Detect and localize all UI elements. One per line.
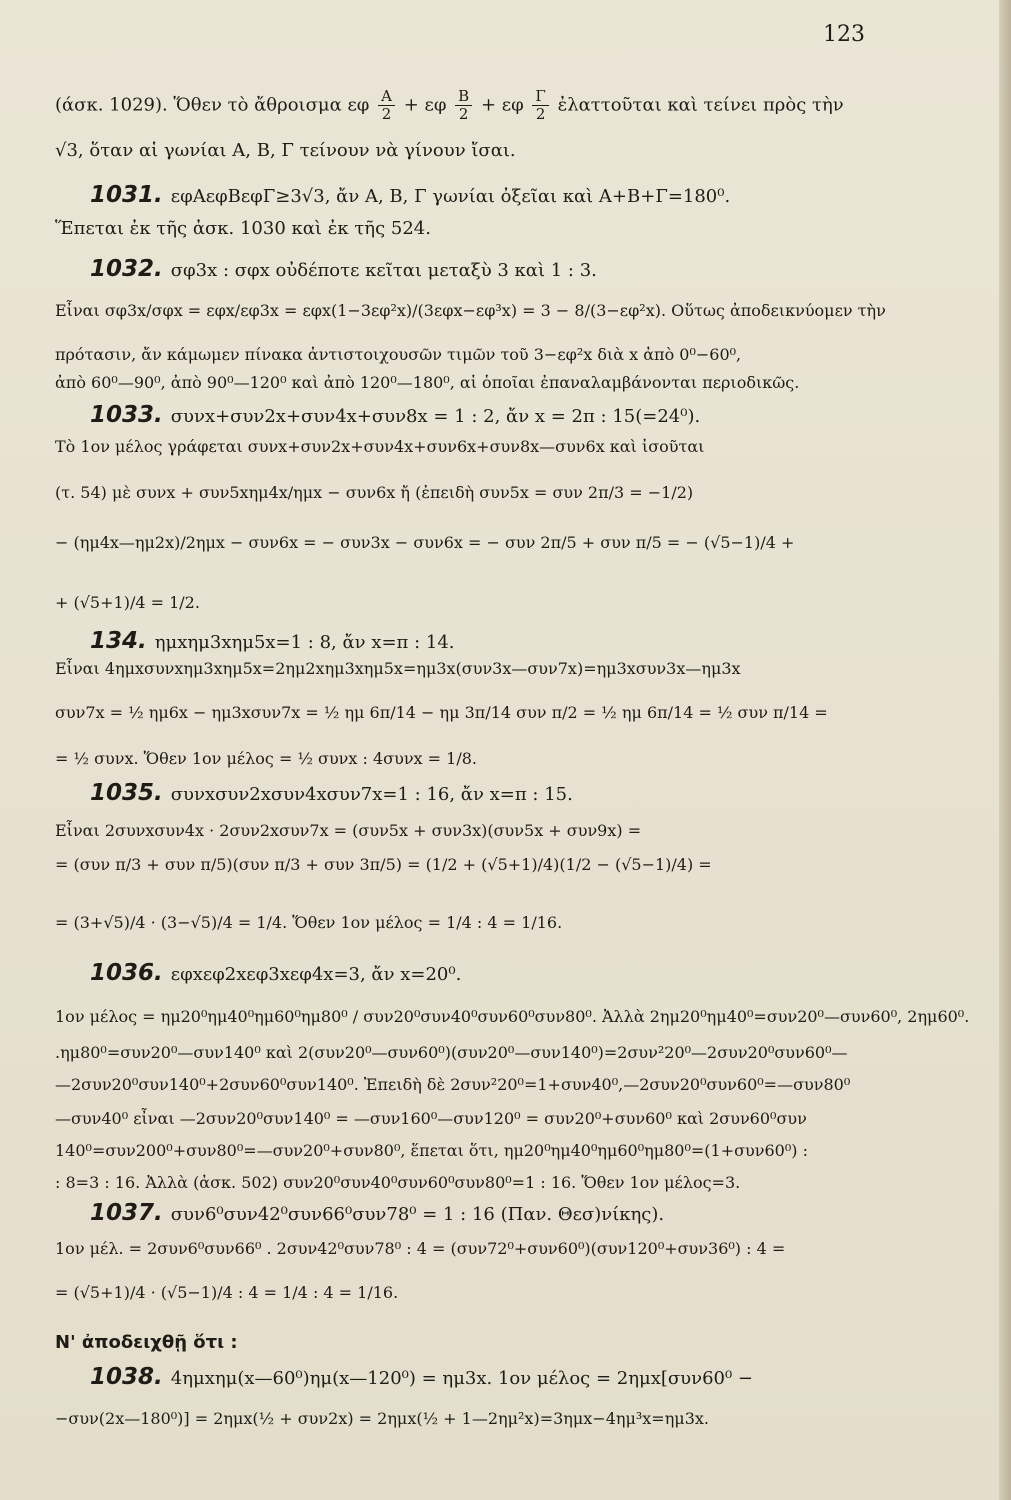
- text-line-20: = (3+√5)/4 · (3−√5)/4 = 1/4. Ὅθεν 1ον μέλος = 1/4 : 4 = 1/16.: [55, 913, 563, 932]
- text-line-12: + (√5+1)/4 = 1/2.: [55, 593, 200, 612]
- fraction: [532, 88, 548, 123]
- text-line-22: 1ον μέλος = ημ20⁰ημ40⁰ημ60⁰ημ80⁰ / συν20⁰συν40⁰συν60⁰συν80⁰. Ἀλλὰ 2ημ20⁰ημ40⁰=συν20⁰—συν60⁰, 2ημ60⁰.: [55, 1007, 970, 1026]
- text-line-0: [55, 88, 895, 123]
- text-segment: + εφ: [403, 94, 447, 116]
- text-line-23: .ημ80⁰=συν20⁰—συν140⁰ καὶ 2(συν20⁰—συν60⁰)(συν20⁰—συν140⁰)=2συν²20⁰—2συν20⁰συν60⁰—: [55, 1043, 848, 1062]
- exercise-number: 1036.: [90, 960, 163, 986]
- text-segment: (άσκ. 1029). Ὅθεν τὸ ἄθροισμα εφ: [55, 94, 370, 116]
- exercise-statement: συνxσυν2xσυν4xσυν7x=1 : 16, ἄν x=π : 15.: [170, 784, 573, 805]
- exercise-statement: εφΑεφΒεφΓ≥3√3, ἄν Α, Β, Γ γωνίαι ὀξεῖαι καὶ Α+Β+Γ=180⁰.: [170, 186, 731, 207]
- exercise-1031: [90, 182, 930, 210]
- fraction: [378, 88, 395, 123]
- text-line-30: = (√5+1)/4 · (√5−1)/4 : 4 = 1/4 : 4 = 1/16.: [55, 1283, 399, 1302]
- heading-text: Ν' ἀποδειχθῇ ὅτι :: [55, 1332, 238, 1353]
- exercise-number: 134.: [90, 628, 147, 654]
- exercise-1036: [90, 960, 930, 988]
- exercise-number: 1033.: [90, 402, 163, 428]
- text-line-26: 140⁰=συν200⁰+συν80⁰=—συν20⁰+συν80⁰, ἕπεται ὅτι, ημ20⁰ημ40⁰ημ60⁰ημ80⁰=(1+συν60⁰) :: [55, 1141, 808, 1160]
- text-line-18: Εἶναι 2συνxσυν4x · 2συν2xσυν7x = (συν5x + συν3x)(συν5x + συν9x) =: [55, 821, 642, 840]
- text-line-19: = (συν π/3 + συν π/5)(συν π/3 + συν 3π/5) = (1/2 + (√5+1)/4)(1/2 − (√5−1)/4) =: [55, 855, 712, 874]
- page-number: 123: [823, 22, 865, 47]
- exercise-1033: [90, 402, 930, 430]
- text-line-1: √3, ὅταν αἱ γωνίαι Α, Β, Γ τείνουν νὰ γίνουν ἴσαι.: [55, 140, 516, 161]
- text-line-9: Τὸ 1ον μέλος γράφεται συνx+συν2x+συν4x+συν6x+συν8x—συν6x καὶ ἰσοῦται: [55, 437, 705, 456]
- exercise-statement: σφ3x : σφx οὐδέποτε κεῖται μεταξὺ 3 καὶ 1 : 3.: [170, 260, 597, 281]
- exercise-number: 1035.: [90, 780, 163, 806]
- exercise-number: 1032.: [90, 256, 163, 282]
- text-line-29: 1ον μέλ. = 2συν6⁰συν66⁰ . 2συν42⁰συν78⁰ : 4 = (συν72⁰+συν60⁰)(συν120⁰+συν36⁰) : 4 =: [55, 1239, 786, 1258]
- text-line-33: −συν(2x—180⁰)] = 2ημx(½ + συν2x) = 2ημx(½ + 1—2ημ²x)=3ημx−4ημ³x=ημ3x.: [55, 1409, 709, 1428]
- text-line-15: συν7x = ½ ημ6x − ημ3xσυν7x = ½ ημ 6π/14 − ημ 3π/14 συν π/2 = ½ ημ 6π/14 = ½ συν π/14 =: [55, 703, 828, 722]
- text-line-7: ἀπὸ 60⁰—90⁰, ἀπὸ 90⁰—120⁰ καὶ ἀπὸ 120⁰—180⁰, αἱ ὁποῖαι ἐπαναλαμβάνονται περιοδικῶς.: [55, 373, 800, 392]
- exercise-number: 1037.: [90, 1200, 163, 1226]
- text-line-10: (τ. 54) μὲ συνx + συν5xημ4x/ημx − συν6x ἤ (ἐπειδὴ συν5x = συν 2π/3 = −1/2): [55, 483, 694, 502]
- exercise-statement: 4ημxημ(x—60⁰)ημ(x—120⁰) = ημ3x. 1ον μέλος = 2ημx[συν60⁰ −: [170, 1368, 753, 1389]
- fraction: [455, 88, 472, 123]
- text-line-27: : 8=3 : 16. Ἀλλὰ (ἀσκ. 502) συν20⁰συν40⁰συν60⁰συν80⁰=1 : 16. Ὅθεν 1ον μέλος=3.: [55, 1173, 741, 1192]
- exercise-1035: [90, 780, 930, 808]
- text-segment: + εφ: [480, 94, 524, 116]
- exercise-number: 1038.: [90, 1364, 163, 1390]
- text-line-25: —συν40⁰ εἶναι —2συν20⁰συν140⁰ = —συν160⁰—συν120⁰ = συν20⁰+συν60⁰ καὶ 2συν60⁰συν: [55, 1109, 807, 1128]
- exercise-statement: ημxημ3xημ5x=1 : 8, ἄν x=π : 14.: [154, 632, 455, 653]
- denominator: 2: [535, 105, 546, 123]
- numerator: B: [455, 88, 472, 106]
- text-line-3: Ἕπεται ἐκ τῆς ἀσκ. 1030 καὶ ἐκ τῆς 524.: [55, 218, 431, 239]
- exercise-1038: [90, 1364, 930, 1392]
- text-line-11: − (ημ4x—ημ2x)/2ημx − συν6x = − συν3x − συν6x = − συν 2π/5 + συν π/5 = − (√5−1)/4 +: [55, 533, 795, 552]
- exercise-statement: συνx+συν2x+συν4x+συν8x = 1 : 2, ἄν x = 2π : 15(=24⁰).: [170, 406, 701, 427]
- exercise-1032: [90, 256, 930, 284]
- text-line-16: = ½ συνx. Ὅθεν 1ον μέλος = ½ συνx : 4συνx = 1/8.: [55, 749, 477, 768]
- denominator: 2: [381, 105, 392, 123]
- numerator: Γ: [532, 88, 548, 106]
- text-line-24: —2συν20⁰συν140⁰+2συν60⁰συν140⁰. Ἐπειδὴ δὲ 2συν²20⁰=1+συν40⁰,—2συν20⁰συν60⁰=—συν80⁰: [55, 1075, 851, 1094]
- text-line-14: Εἶναι 4ημxσυνxημ3xημ5x=2ημ2xημ3xημ5x=ημ3x(συν3x—συν7x)=ημ3xσυν3x—ημ3x: [55, 659, 741, 678]
- denominator: 2: [458, 105, 469, 123]
- text-line-6: πρότασιν, ἄν κάμωμεν πίνακα ἀντιστοιχουσῶν τιμῶν τοῦ 3−εφ²x διὰ x ἀπὸ 0⁰−60⁰,: [55, 345, 742, 364]
- page-binding-edge: [999, 0, 1011, 1500]
- numerator: A: [378, 88, 395, 106]
- text-segment: ἐλαττοῦται καὶ τείνει πρὸς τὴν: [557, 94, 844, 116]
- exercise-1034: [90, 628, 930, 656]
- section-heading: [55, 1330, 895, 1356]
- exercise-number: 1031.: [90, 182, 163, 208]
- text-line-5: Εἶναι σφ3x/σφx = εφx/εφ3x = εφx(1−3εφ²x)/(3εφx−εφ³x) = 3 − 8/(3−εφ²x). Οὕτως ἀποδεικνύομεν τὴν: [55, 301, 886, 320]
- exercise-statement: εφxεφ2xεφ3xεφ4x=3, ἄν x=20⁰.: [170, 964, 462, 985]
- exercise-statement: συν6⁰συν42⁰συν66⁰συν78⁰ = 1 : 16 (Παν. Θεσ)νίκης).: [170, 1204, 665, 1225]
- exercise-1037: [90, 1200, 930, 1228]
